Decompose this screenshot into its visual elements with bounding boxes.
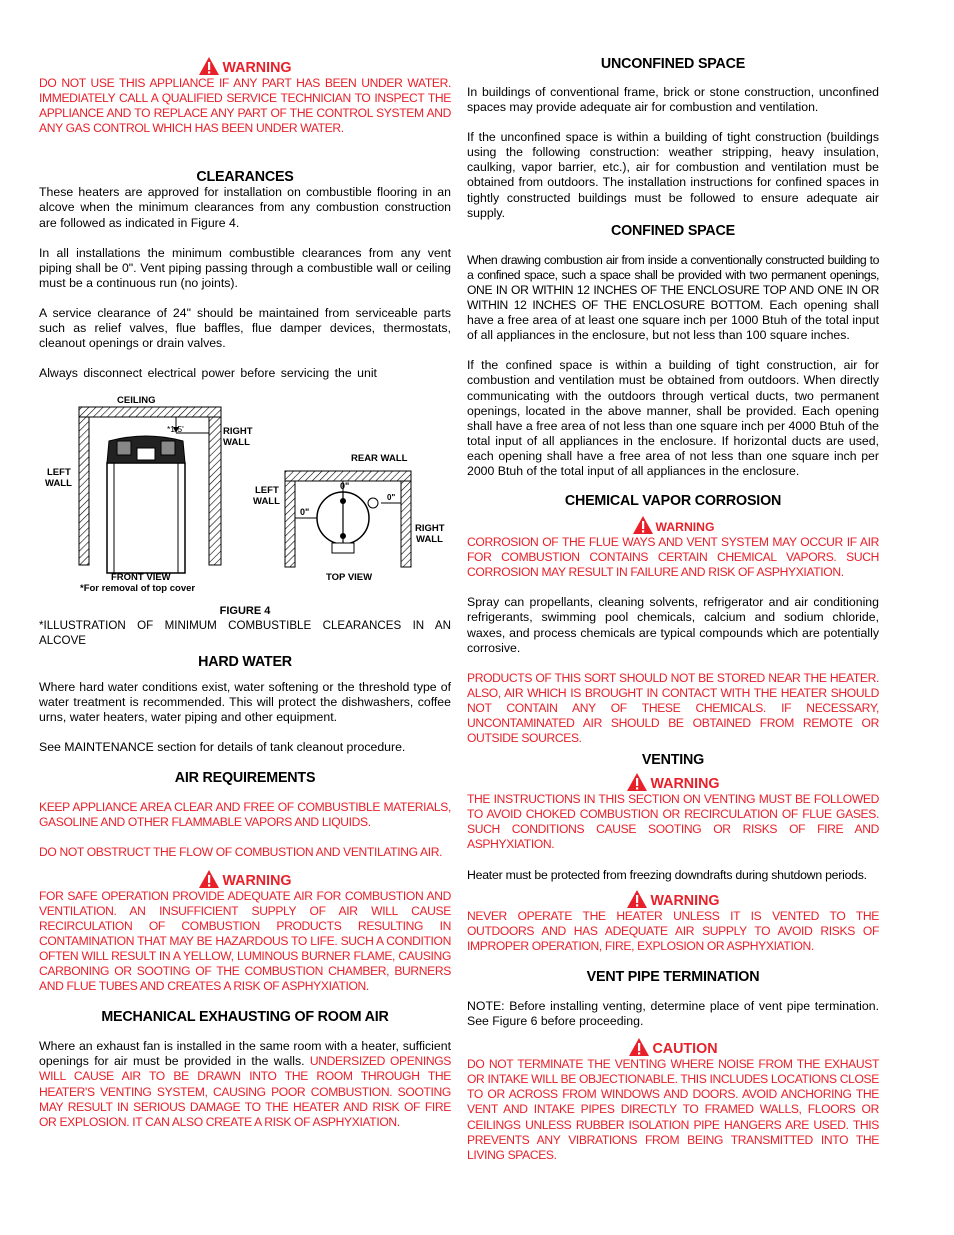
warning-triangle-icon: [198, 56, 220, 76]
paragraph-text: Where an exhaust fan is installed in the same room with a heater, sufficient openings for air must be provided in the walls.: [39, 1039, 451, 1069]
requirement-text: DO NOT OBSTRUCT THE FLOW OF COMBUSTION AND VENTILATING AIR.: [39, 845, 443, 860]
figure-note: *ILLUSTRATION OF MINIMUM COMBUSTIBLE CLEARANCES IN AN ALCOVE: [39, 619, 451, 647]
top-view-label: TOP VIEW: [326, 572, 373, 584]
warning-label: WARNING: [222, 872, 292, 889]
warning-heading: [39, 56, 451, 76]
warning-heading: [39, 869, 451, 889]
section-title-chemical-vapor-corrosion: CHEMICAL VAPOR CORROSION: [564, 493, 782, 510]
left-wall-label: WALL: [45, 478, 72, 490]
section-title-unconfined-space: UNCONFINED SPACE: [600, 56, 746, 72]
warning-triangle-icon: [198, 869, 220, 889]
figure-4: [39, 393, 451, 623]
clearance-diagram: [39, 393, 451, 593]
rear-wall-label: REAR WALL: [351, 453, 408, 465]
paragraph: These heaters are approved for installation on combustible flooring in an alcove when the minimum clearances from any combustion construction are followed as indicated in Figure 4.: [39, 185, 451, 230]
paragraph-text: Each opening shall have a free area of at least one square inch per 1000 Btuh of the total input of all appliances in the enclosure, but not less than 100 square inches.: [467, 298, 879, 343]
warning-text: CORROSION OF THE FLUE WAYS AND VENT SYSTEM MAY OCCUR IF AIR FOR COMBUSTION CONTAINS CERTAIN CHEMICAL VAPORS. SUCH CORROSION MAY RESULT IN FAILURE AND RISK OF ASPHYXIATION.: [467, 535, 879, 580]
warning-label: WARNING: [650, 776, 720, 793]
section-title-clearances: CLEARANCES: [196, 169, 294, 186]
paragraph: Where hard water conditions exist, water softening or the threshold type of water treatment is recommended. This will protect the dishwashers, coffee urns, water heaters, water piping and other equipment.: [39, 679, 451, 725]
top-view-left-wall-label: WALL: [253, 496, 280, 508]
paragraph-text: When drawing combustion air from inside a conventionally constructed building to a confined space, such a space shall be provided with two permanent openings,: [467, 252, 879, 282]
warning-text: PRODUCTS OF THIS SORT SHOULD NOT BE STORED NEAR THE HEATER. ALSO, AIR WHICH IS BROUGHT IN CONTACT WITH THE HEATER SHOULD NOT CONTAIN ANY OF THESE CHEMICALS. IF NECESSARY, UNCONTAMINATED AIR SHOULD BE OBTAINED FROM REMOTE OR OUTSIDE SOURCES.: [467, 670, 879, 746]
figure-caption: FIGURE 4: [219, 605, 271, 618]
clearance-top-label: *1.5': [167, 424, 184, 435]
caution-triangle-icon: [628, 1037, 650, 1057]
caution-text: DO NOT TERMINATE THE VENTING WHERE NOISE FROM THE EXHAUST OR INTAKE WILL BE OBJECTIONABLE. THIS INCLUDES LOCATIONS CLOSE TO OR ACROSS FROM WINDOWS AND DOORS. AVOID ANCHORING THE VENT AND INTAKE PIPES DIRECTLY TO FRAMED WALLS, FLOORS OR CEILINGS UNLESS RUBBER ISOLATION PIPE HANGERS ARE USED. THIS PREVENTS ANY VIBRATIONS FROM BEING TRANSMITTED INTO THE LIVING SPACES.: [467, 1057, 879, 1162]
paragraph: In buildings of conventional frame, brick or stone construction, unconfined spaces may provide adequate air for combustion and ventilation.: [467, 85, 879, 115]
warning-text: NEVER OPERATE THE HEATER UNLESS IT IS VENTED TO THE OUTDOORS AND HAS ADEQUATE AIR SUPPLY TO AVOID RISKS OF IMPROPER OPERATION, FIRE, EXPLOSION OR ASPHYXIATION.: [467, 908, 879, 953]
front-view: [79, 407, 221, 573]
section-title-venting: VENTING: [641, 752, 705, 769]
paragraph-caps-text: ONE IN OR WITHIN 12 INCHES OF THE ENCLOSURE TOP AND ONE IN OR WITHIN 12 INCHES OF THE ENCLOSURE BOTTOM.: [467, 282, 879, 313]
paragraph: NOTE: Before installing venting, determine place of vent pipe termination. See Figure 6 before proceeding.: [467, 998, 879, 1029]
section-title-mechanical-exhausting: MECHANICAL EXHAUSTING OF ROOM AIR: [101, 1009, 389, 1026]
warning-text: THE INSTRUCTIONS IN THIS SECTION ON VENTING MUST BE FOLLOWED TO AVOID CHOKED COMBUSTION OR RECIRCULATION OF FLUE GASES. SUCH CONDITIONS CAUSE SOOTING OR RISKS OF FIRE AND ASPHYXIATION.: [467, 792, 879, 852]
top-view-right-wall-label: RIGHT: [415, 523, 445, 535]
paragraph: Always disconnect electrical power before servicing the unit: [39, 366, 377, 381]
zero-clearance-label: 0": [300, 507, 310, 518]
warning-triangle-icon: [626, 772, 648, 792]
paragraph: [467, 253, 879, 344]
section-title-hard-water: HARD WATER: [198, 653, 292, 670]
front-view-note: *For removal of top cover: [80, 583, 196, 594]
warning-inline-text: UNDERSIZED OPENINGS WILL CAUSE AIR TO BE DRAWN INTO THE ROOM THROUGH THE HEATER'S VENTING SYSTEM, CAUSING POOR COMBUSTION. SOOTING MAY RESULT IN SERIOUS DAMAGE TO THE HEATER AND RISK OF FIRE OR EXPLOSION. IT CAN ALSO CREATE A RISK OF ASPHYXIATION.: [39, 1054, 451, 1129]
paragraph: See MAINTENANCE section for details of tank cleanout procedure.: [39, 740, 406, 755]
paragraph: A service clearance of 24" should be maintained from serviceable parts such as relief valves, flue baffles, flue damper devices, thermostats, cleanout openings or drain valves.: [39, 305, 451, 351]
warning-text: DO NOT USE THIS APPLIANCE IF ANY PART HAS BEEN UNDER WATER. IMMEDIATELY CALL A QUALIFIED SERVICE TECHNICIAN TO INSPECT THE APPLIANCE AND TO REPLACE ANY PART OF THE CONTROL SYSTEM AND ANY GAS CONTROL WHICH HAS BEEN UNDER WATER.: [39, 76, 451, 136]
warning-triangle-icon: [626, 889, 648, 909]
paragraph: [39, 1039, 451, 1130]
section-title-confined-space: CONFINED SPACE: [610, 222, 736, 239]
right-wall-label: RIGHT: [223, 426, 253, 438]
caution-heading: [467, 1037, 879, 1057]
top-view-left-wall-label: LEFT: [255, 485, 279, 497]
warning-heading: [467, 772, 879, 792]
warning-heading: [467, 515, 879, 535]
paragraph: Heater must be protected from freezing downdrafts during shutdown periods.: [467, 867, 867, 882]
section-title-air-requirements: AIR REQUIREMENTS: [174, 770, 316, 787]
paragraph: If the unconfined space is within a building of tight construction (buildings using the following construction: weather stripping, heavy insulation, caulking, vapor barrier, etc.), air for combustion and ventilation must be obtained from outdoors. The installation instructions for confined spaces in tightly constructed buildings must be followed to ensure adequate air supply.: [467, 130, 879, 220]
right-column: [467, 56, 879, 1163]
warning-label: WARNING: [650, 892, 720, 909]
requirement-text: KEEP APPLIANCE AREA CLEAR AND FREE OF COMBUSTIBLE MATERIALS, GASOLINE AND OTHER FLAMMABLE VAPORS AND LIQUIDS.: [39, 800, 451, 830]
warning-label: WARNING: [222, 60, 292, 76]
front-view-label: FRONT VIEW: [111, 572, 171, 584]
warning-label: WARNING: [655, 520, 715, 535]
paragraph: If the confined space is within a building of tight construction, air for combustion and ventilation must be obtained from outdoors. When directly communicating with the outdoors through vertical ducts, two permanent openings, located in the above manner, shall be provided. Each opening shall have a free area of not less than one square inch per 4000 Btuh of the total input of all appliances in the enclosure. If horizontal ducts are used, each opening shall have a free area of not less than one square inch per 2000 Btuh of the total input of all appliances in the enclosure.: [467, 358, 879, 478]
zero-clearance-label: 0": [340, 481, 350, 492]
left-wall-label: LEFT: [47, 467, 71, 479]
paragraph: In all installations the minimum combustible clearances from any vent piping shall be 0". Vent piping passing through a combustible wall or ceiling must be a continuous run (no joints).: [39, 245, 451, 290]
left-column: [39, 56, 451, 1130]
section-title-vent-pipe-termination: VENT PIPE TERMINATION: [586, 968, 760, 985]
paragraph: Spray can propellants, cleaning solvents, refrigerator and air conditioning refrigerants, swimming pool chemicals, calcium and sodium chloride, waxes, and process chemicals are typical compounds which are potentially corrosive.: [467, 595, 879, 655]
warning-triangle-icon: [632, 515, 654, 535]
zero-clearance-label: 0": [387, 493, 396, 503]
top-view-right-wall-label: WALL: [416, 534, 443, 546]
caution-label: CAUTION: [652, 1041, 718, 1058]
warning-heading: [467, 889, 879, 909]
ceiling-label: CEILING: [117, 395, 156, 407]
right-wall-label: WALL: [223, 437, 250, 449]
warning-text: FOR SAFE OPERATION PROVIDE ADEQUATE AIR FOR COMBUSTION AND VENTILATION. AN INSUFFICIENT SUPPLY OF AIR WILL CAUSE RECIRCULATION OF COMBUSTION PRODUCTS RESULTING IN CONTAMINATION THAT MAY BE HAZARDOUS TO LIFE. SUCH A CONDITION OFTEN WILL RESULT IN A YELLOW, LUMINOUS BURNER FLAME, CAUSING CARBONING OR SOOTING OF THE COMBUSTION CHAMBER, BURNERS AND FLUE TUBES AND CREATES A RISK OF ASPHYXIATION.: [39, 888, 451, 994]
